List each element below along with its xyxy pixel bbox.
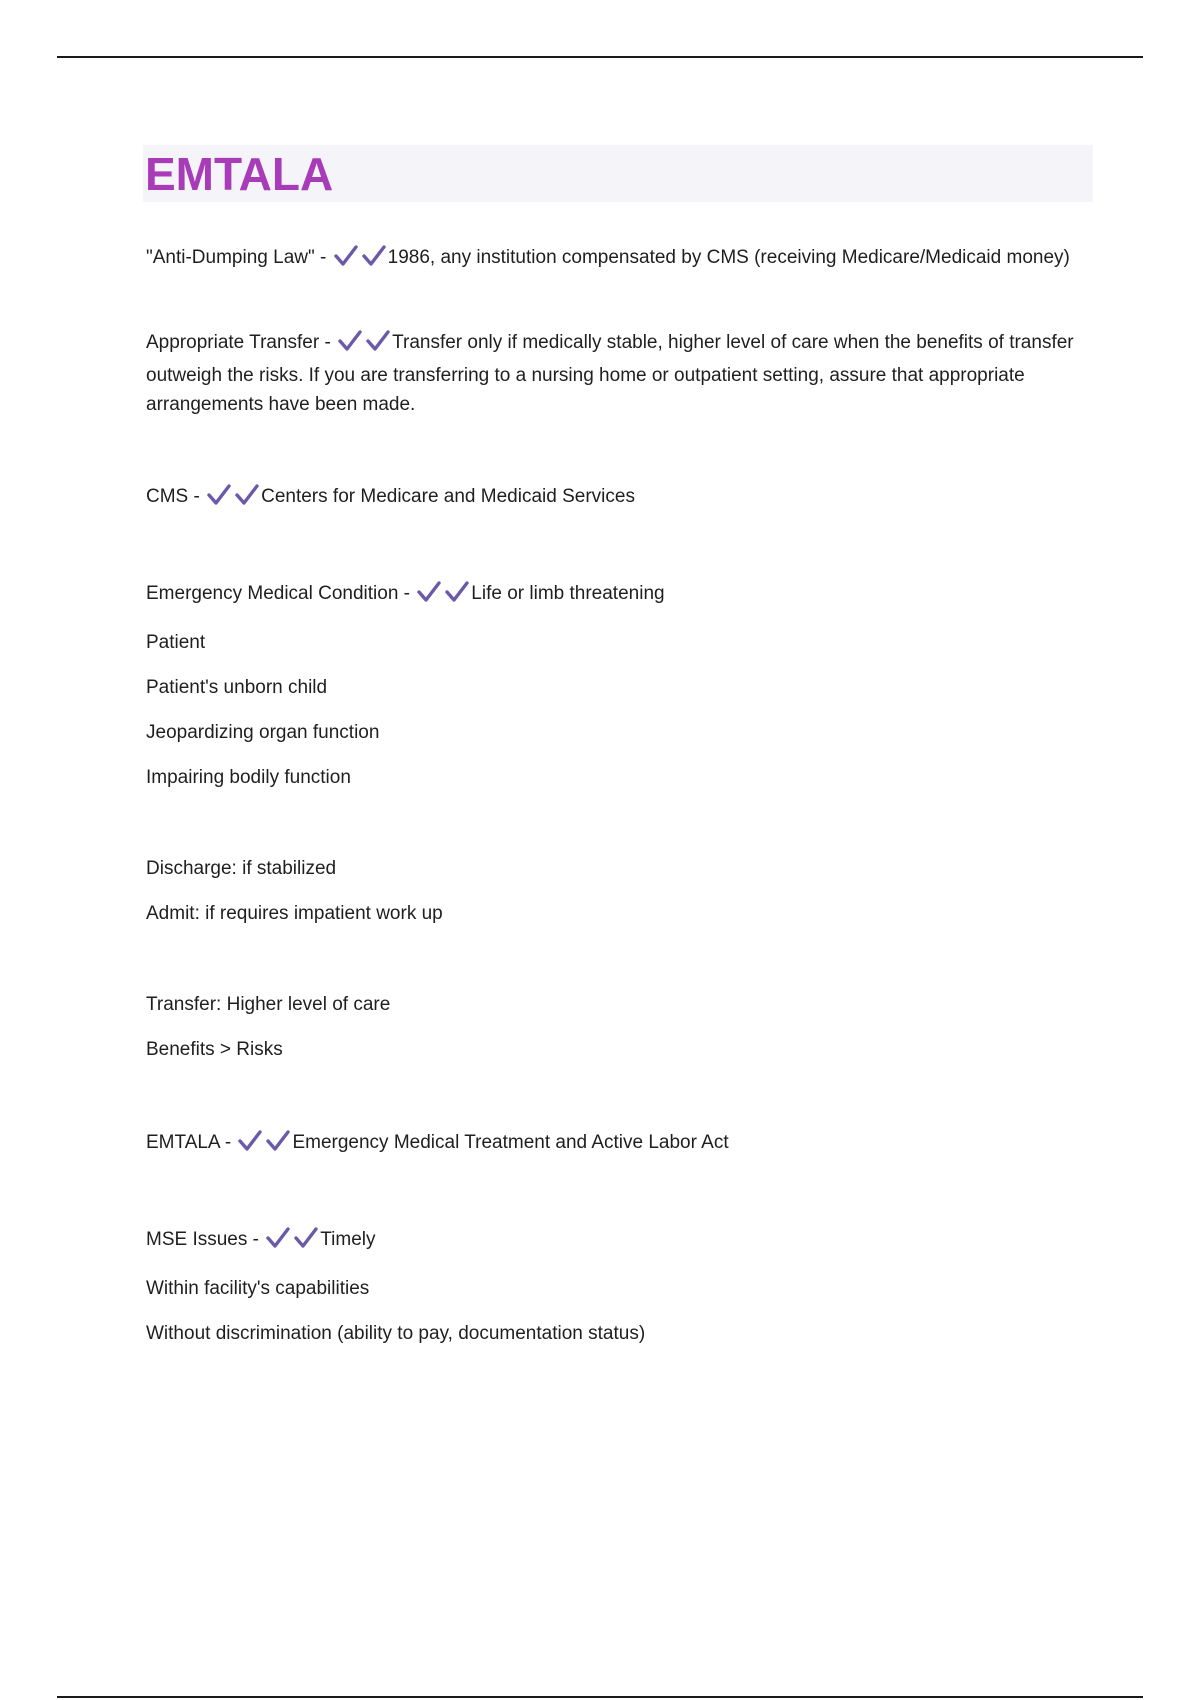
entry-line <box>146 482 1093 516</box>
entry-definition: 1986, any institution compensated by CMS (receiving Medicare/Medicaid money) <box>387 247 1070 268</box>
document-title: EMTALA <box>145 147 334 200</box>
entry-line <box>146 1128 1093 1162</box>
double-checkmark-icon <box>417 581 469 613</box>
double-checkmark-icon <box>266 1227 318 1259</box>
title-band <box>143 145 1093 202</box>
entry-definition: Centers for Medicare and Medicaid Services <box>261 486 635 507</box>
entry-anti-dumping-law <box>146 243 1093 277</box>
entry-line <box>146 579 1093 613</box>
entry-extra-line: Patient's unborn child <box>146 677 328 698</box>
entry-emtala <box>146 1128 1093 1162</box>
entry-appropriate-transfer <box>146 328 1093 419</box>
entry-term: "Anti-Dumping Law" - <box>146 247 327 268</box>
document-page <box>143 145 1093 1364</box>
entry-emergency-medical-condition <box>146 579 1093 1065</box>
entry-extra-line: Within facility's capabilities <box>146 1278 370 1299</box>
entry-mse-issues <box>146 1225 1093 1349</box>
entry-extra-line: Transfer: Higher level of care <box>146 994 391 1015</box>
entry-term: EMTALA - <box>146 1132 232 1153</box>
entry-term: Appropriate Transfer - <box>146 332 331 353</box>
entry-definition: Transfer only if medically stable, higher level of care when the benefits of transfer outweigh the risks. If you are transferring to a nursing home or outpatient setting, assure that appropriate arrangements have been made. <box>146 332 1074 415</box>
footer-rule <box>57 1696 1143 1698</box>
entry-extra-line: Jeopardizing organ function <box>146 722 380 743</box>
double-checkmark-icon <box>238 1130 290 1162</box>
double-checkmark-icon <box>334 245 386 277</box>
entries <box>143 243 1093 1349</box>
entry-extra-line: Benefits > Risks <box>146 1039 283 1060</box>
entry-definition: Timely <box>320 1229 376 1250</box>
double-checkmark-icon <box>338 330 390 361</box>
entry-extra-line: Admit: if requires impatient work up <box>146 903 443 924</box>
header-rule <box>57 56 1143 58</box>
entry-extra-line: Patient <box>146 632 206 653</box>
entry-line <box>146 328 1081 419</box>
entry-extra-line: Without discrimination (ability to pay, documentation status) <box>146 1323 646 1344</box>
entry-definition: Emergency Medical Treatment and Active Labor Act <box>292 1132 729 1153</box>
entry-extra-line: Impairing bodily function <box>146 767 351 788</box>
entry-line <box>146 1225 1093 1259</box>
entry-definition: Life or limb threatening <box>471 583 665 604</box>
entry-line <box>146 243 1081 277</box>
entry-term: MSE Issues - <box>146 1229 259 1250</box>
double-checkmark-icon <box>207 484 259 516</box>
entry-extra-line: Discharge: if stabilized <box>146 858 337 879</box>
entry-cms <box>146 482 1093 516</box>
entry-term: Emergency Medical Condition - <box>146 583 411 604</box>
entry-term: CMS - <box>146 486 200 507</box>
